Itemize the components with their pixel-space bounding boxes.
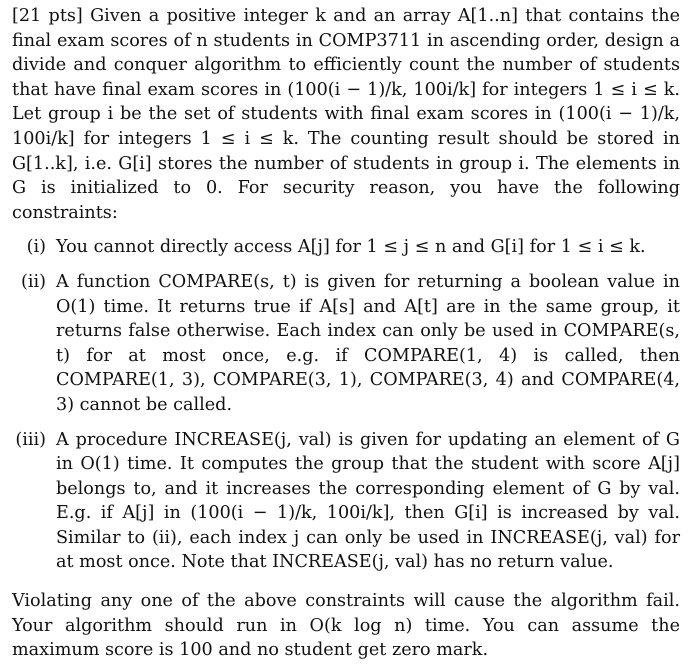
constraint-item xyxy=(12,428,680,576)
constraint-number: (iii) xyxy=(15,429,46,450)
constraint-text: A function COMPARE(s, t) is given for returning a boolean value in O(1) time. It returns true if A[s] and A[t] are in the same group, it returns false otherwise. Each index can only be used in COMPARE(s, t) for at most once, e.g. if COMPARE(1, 4) is called, then COMPARE(1, 3), COMPARE(3, 1), COMPARE(3, 4) and COMPARE(4, 3) cannot be called. xyxy=(56,271,680,415)
constraints-list xyxy=(12,235,680,575)
constraint-text: A procedure INCREASE(j, val) is given for updating an element of G in O(1) time. It computes the group that the student with score A[j] belongs to, and it increases the corresponding element of G by val. E.g. if A[j] in (100(i − 1)/k, 100i/k], then G[i] is increased by val. Similar to (ii), each index j can only be used in INCREASE(j, val) for at most once. Note that INCREASE(j, val) has no return value. xyxy=(56,429,680,573)
constraint-item xyxy=(12,270,680,418)
problem-closing: Violating any one of the above constraints will cause the algorithm fail. Your algorithm should run in O(k log n) time. You can assume the maximum score is 100 and no student get zero mark. xyxy=(12,591,680,661)
constraint-item xyxy=(12,235,680,260)
constraint-text: You cannot directly access A[j] for 1 ≤ j ≤ n and G[i] for 1 ≤ i ≤ k. xyxy=(56,237,646,258)
constraint-number: (ii) xyxy=(21,271,46,292)
constraint-number: (i) xyxy=(26,237,46,258)
problem-intro: [21 pts] Given a positive integer k and an array A[1..n] that contains the final exam scores of n students in COMP3711 in ascending order, design a divide and conquer algorithm to efficiently count the number of students that have final exam scores in (100(i − 1)/k, 100i/k] for integers 1 ≤ i ≤ k. Let group i be the set of students with final exam scores in (100(i − 1)/k, 100i/k] for integers 1 ≤ i ≤ k. The counting result should be stored in G[1..k], i.e. G[i] stores the number of students in group i. The elements in G is initialized to 0. For security reason, you have the following constraints: xyxy=(12,6,680,223)
